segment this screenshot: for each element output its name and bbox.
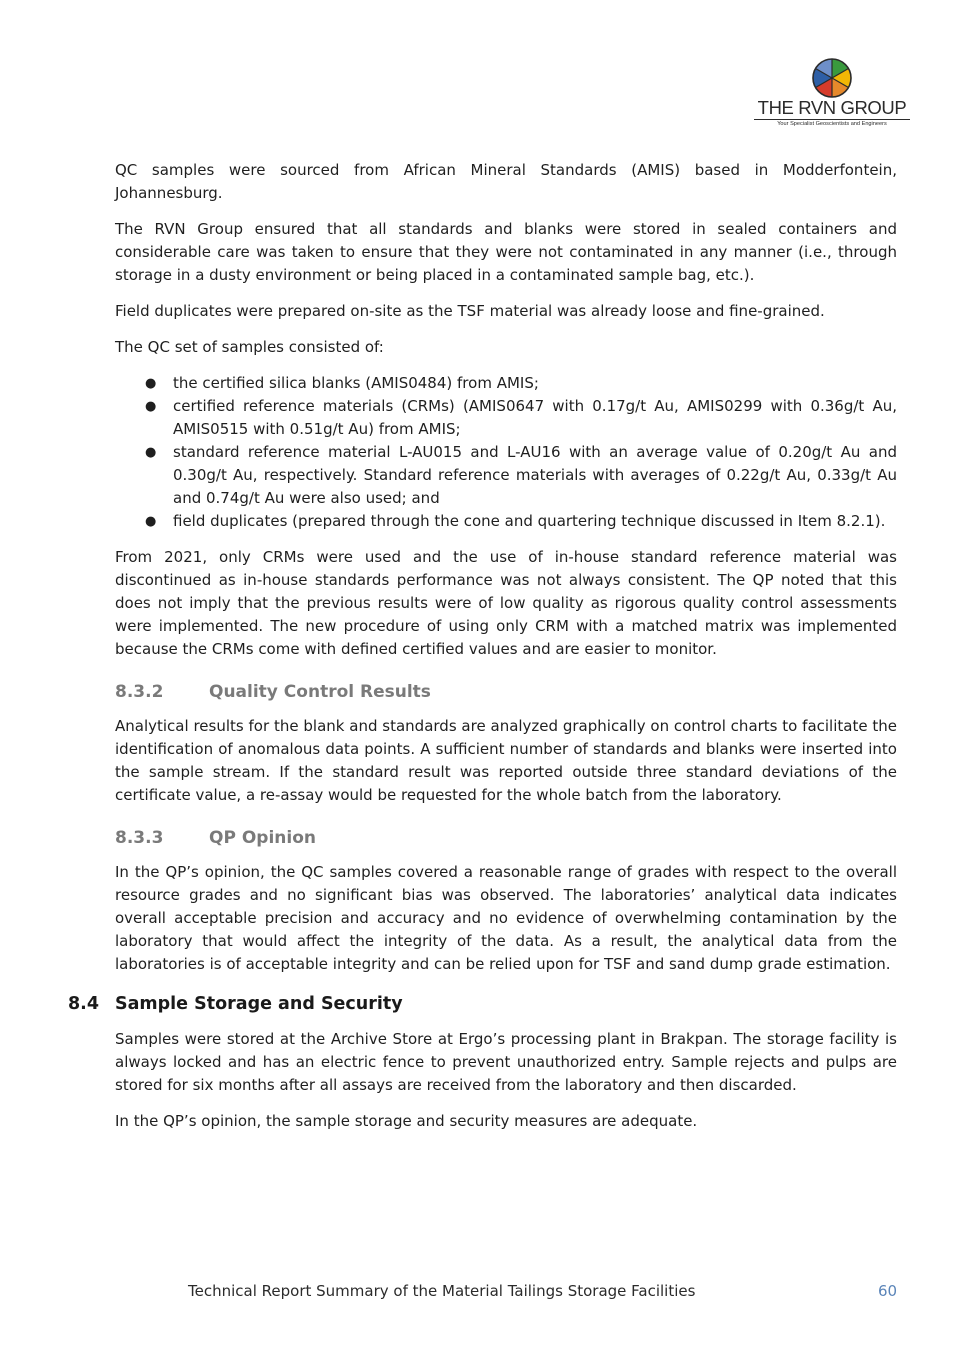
logo-name: THE RVN GROUP <box>757 97 907 118</box>
section-heading-8-3-3 <box>115 826 897 850</box>
paragraph: Samples were stored at the Archive Store at Ergo’s processing plant in Brakpan. The storage facility is always locked and has an electric fence to prevent unauthorized entry. Sample rejects and pulps are stored for six months after all assays are received from the laboratory and then discarded. <box>115 1030 897 1094</box>
list-item <box>115 395 897 441</box>
paragraph: In the QP’s opinion, the QC samples covered a reasonable range of grades with respect to the overall resource grades and no significant bias was observed. The laboratories’ analytical data indicates overall acceptable precision and accuracy and no evidence of overwhelming contamination by the laboratory that would affect the integrity of the data. As a result, the analytical data from the laboratories is of acceptable integrity and can be relied upon for TSF and sand dump grade estimation. <box>115 863 897 973</box>
list-item <box>115 372 897 395</box>
paragraph: In the QP’s opinion, the sample storage and security measures are adequate. <box>115 1112 698 1130</box>
list-item <box>115 441 897 510</box>
paragraph: The QC set of samples consisted of: <box>115 338 384 356</box>
section-heading-8-4 <box>68 992 897 1016</box>
paragraph: QC samples were sourced from African Mineral Standards (AMIS) based in Modderfontein, Johannesburg. <box>115 161 897 202</box>
list-item <box>115 510 897 533</box>
page-body <box>68 159 897 1146</box>
logo-tagline: Your Specialist Geoscientists and Engineers <box>777 121 887 127</box>
bullet-icon: ● <box>145 376 157 391</box>
qc-sample-list <box>115 372 897 533</box>
list-item-text: certified reference materials (CRMs) (AMIS0647 with 0.17g/t Au, AMIS0299 with 0.36g/t Au, AMIS0515 with 0.51g/t Au) from AMIS; <box>173 397 897 438</box>
page-footer <box>0 1280 966 1302</box>
section-heading-8-3-2 <box>115 680 897 704</box>
footer-title: Technical Report Summary of the Material Tailings Storage Facilities <box>188 1282 696 1300</box>
bullet-icon: ● <box>145 514 157 529</box>
logo-divider <box>754 119 910 120</box>
paragraph: Analytical results for the blank and standards are analyzed graphically on control charts to facilitate the identification of anomalous data points. A sufficient number of standards and blanks were inserted into the sample stream. If the standard result was reported outside three standard deviations of the certificate value, a re-assay would be requested for the whole batch from the laboratory. <box>115 717 897 804</box>
bullet-icon: ● <box>145 399 157 414</box>
section-number: 8.3.3 <box>115 828 164 848</box>
section-number: 8.4 <box>68 994 100 1014</box>
list-item-text: field duplicates (prepared through the cone and quartering technique discussed in Item 8.2.1). <box>173 512 886 530</box>
company-logo <box>752 58 912 132</box>
paragraph: Field duplicates were prepared on-site as the TSF material was already loose and fine-grained. <box>115 302 825 320</box>
section-title: Quality Control Results <box>209 682 431 702</box>
section-title: QP Opinion <box>209 828 316 848</box>
section-title: Sample Storage and Security <box>115 994 403 1014</box>
page-number: 60 <box>878 1282 898 1300</box>
bullet-icon: ● <box>145 445 157 460</box>
paragraph: The RVN Group ensured that all standards and blanks were stored in sealed containers and considerable care was taken to ensure that they were not contaminated in any manner (i.e., through storage in a dusty environment or being placed in a contaminated sample bag, etc.). <box>115 220 897 284</box>
list-item-text: the certified silica blanks (AMIS0484) from AMIS; <box>173 374 539 392</box>
logo-circle-icon <box>752 58 912 98</box>
section-number: 8.3.2 <box>115 682 164 702</box>
list-item-text: standard reference material L-AU015 and L-AU16 with an average value of 0.20g/t Au and 0.30g/t Au, respectively. Standard reference materials with averages of 0.22g/t Au, 0.33g/t Au and 0.74g/t Au were also used; and <box>173 443 897 507</box>
paragraph: From 2021, only CRMs were used and the use of in-house standard reference material was discontinued as in-house standards performance was not always consistent. The QP noted that this does not imply that the previous results were of low quality as rigorous quality control assessments were implemented. The new procedure of using only CRM with a matched matrix was implemented because the CRMs come with defined certified values and are easier to monitor. <box>115 548 897 658</box>
